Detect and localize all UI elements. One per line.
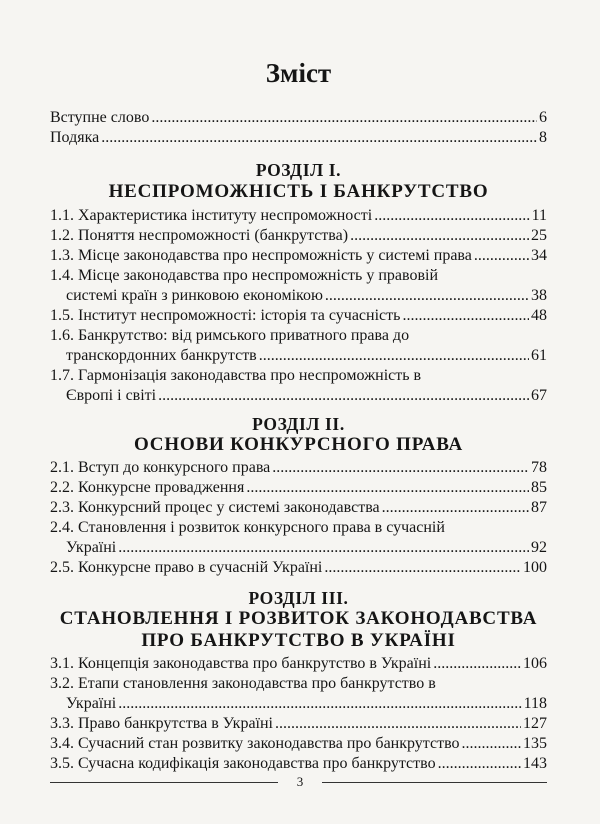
dot-leader: [118, 694, 521, 714]
toc-entry[interactable]: [50, 128, 547, 148]
toc-entry-label: 3.5. Сучасна кодифікація законодавства про банкрутство: [50, 755, 436, 772]
dot-leader: [374, 206, 529, 226]
toc-page-number: 61: [531, 347, 547, 364]
toc-entry[interactable]: [50, 558, 547, 578]
toc-page-number: 127: [523, 715, 547, 732]
section-subtitle: НЕСПРОМОЖНІСТЬ І БАНКРУТСТВО: [108, 181, 489, 202]
toc-page-number: 8: [539, 129, 547, 146]
toc-page-number: 34: [531, 247, 547, 264]
toc-entry[interactable]: [50, 458, 547, 478]
page-title: Зміст: [265, 58, 332, 88]
dot-leader: [275, 714, 521, 734]
toc-entry-continuation: транскордонних банкрутств: [66, 347, 257, 364]
section-heading: РОЗДІЛ ІІІ.: [248, 588, 349, 608]
section-subtitle: СТАНОВЛЕННЯ І РОЗВИТОК ЗАКОНОДАВСТВА: [59, 608, 538, 629]
toc-entry[interactable]: [50, 246, 547, 266]
toc-entry-label: 3.4. Сучасний стан розвитку законодавства про банкрутство: [50, 735, 460, 752]
toc-entry-label: 1.1. Характеристика інституту неспроможності: [50, 207, 373, 224]
toc-entry[interactable]: [50, 386, 547, 406]
toc-entry-label: 3.2. Етапи становлення законодавства про банкрутство в: [50, 675, 436, 692]
toc-entry[interactable]: [50, 754, 547, 774]
toc-page-number: 143: [523, 755, 547, 772]
toc-entry[interactable]: [50, 734, 547, 754]
dot-leader: [462, 734, 521, 754]
toc-entry[interactable]: [50, 538, 547, 558]
dot-leader: [118, 538, 529, 558]
toc-page-number: 135: [523, 735, 547, 752]
dot-leader: [438, 754, 521, 774]
toc-entry-label: 2.3. Конкурсний процес у системі законодавства: [50, 499, 380, 516]
toc-entry-label: 2.2. Конкурсне провадження: [50, 479, 245, 496]
toc-entry-label: 1.2. Поняття неспроможності (банкрутства): [50, 227, 349, 244]
footer-rule-left: [50, 782, 278, 783]
toc-entry-continuation: Україні: [66, 539, 117, 556]
dot-leader: [325, 286, 529, 306]
toc-page-number: 85: [531, 479, 547, 496]
toc-entry[interactable]: [50, 206, 547, 226]
toc-page-number: 78: [531, 459, 547, 476]
toc-entry-continuation: Європі і світі: [66, 387, 157, 404]
dot-leader: [158, 386, 529, 406]
toc-entry[interactable]: [50, 226, 547, 246]
toc-page-number: 11: [531, 207, 547, 224]
toc-page-number: 38: [531, 287, 547, 304]
toc-entry-continuation: Україні: [66, 695, 117, 712]
toc-entry-label: Вступне слово: [50, 109, 150, 126]
toc-entry-label: 2.5. Конкурсне право в сучасній Україні: [50, 559, 323, 576]
dot-leader: [246, 478, 529, 498]
toc-page-number: 25: [531, 227, 547, 244]
dot-leader: [382, 498, 529, 518]
page-number: 3: [296, 774, 304, 789]
section-heading: РОЗДІЛ ІІ.: [252, 414, 345, 434]
toc-entry[interactable]: [50, 478, 547, 498]
toc-entry[interactable]: [50, 306, 547, 326]
toc-entry-label: 3.1. Концепція законодавства про банкрутство в Україні: [50, 655, 432, 672]
toc-entry[interactable]: [50, 498, 547, 518]
toc-entry-label: 1.4. Місце законодавства про неспроможність у правовій: [50, 267, 438, 284]
toc-entry-label: 1.5. Інститут неспроможності: історія та сучасність: [50, 307, 401, 324]
dot-leader: [259, 346, 529, 366]
toc-entry-label: 2.4. Становлення і розвиток конкурсного права в сучасній: [50, 519, 445, 536]
footer-rule-right: [322, 782, 547, 783]
toc-entry-label: 3.3. Право банкрутства в Україні: [50, 715, 273, 732]
toc-entry-label: 1.3. Місце законодавства про неспроможність у системі права: [50, 247, 472, 264]
toc-entry-continuation: системі країн з ринковою економікою: [66, 287, 323, 304]
dot-leader: [101, 128, 537, 148]
dot-leader: [402, 306, 529, 326]
dot-leader: [350, 226, 529, 246]
toc-entry[interactable]: [50, 286, 547, 306]
toc-entry[interactable]: [50, 654, 547, 674]
toc-entry-label: 1.7. Гармонізація законодавства про неспроможність в: [50, 367, 422, 384]
toc-page-number: 48: [531, 307, 547, 324]
dot-leader: [474, 246, 529, 266]
toc-page-number: 67: [531, 387, 547, 404]
dot-leader: [433, 654, 521, 674]
toc-page-number: 6: [539, 109, 547, 126]
section-subtitle: ОСНОВИ КОНКУРСНОГО ПРАВА: [133, 434, 464, 455]
toc-page-number: 118: [523, 695, 547, 712]
toc-entry-label: 1.6. Банкрутство: від римського приватного права до: [50, 327, 410, 344]
toc-entry-label: Подяка: [50, 129, 100, 146]
toc-page-number: 92: [531, 539, 547, 556]
toc-page-number: 87: [531, 499, 547, 516]
toc-page-number: 106: [523, 655, 547, 672]
dot-leader: [272, 458, 529, 478]
dot-leader: [324, 558, 521, 578]
toc-page-number: 100: [523, 559, 547, 576]
section-heading: РОЗДІЛ І.: [255, 160, 342, 180]
toc-entry[interactable]: [50, 108, 547, 128]
toc-entry-label: 2.1. Вступ до конкурсного права: [50, 459, 271, 476]
section-subtitle: ПРО БАНКРУТСТВО В УКРАЇНІ: [141, 630, 456, 651]
dot-leader: [151, 108, 537, 128]
toc-entry[interactable]: [50, 694, 547, 714]
toc-entry[interactable]: [50, 346, 547, 366]
toc-entry[interactable]: [50, 714, 547, 734]
